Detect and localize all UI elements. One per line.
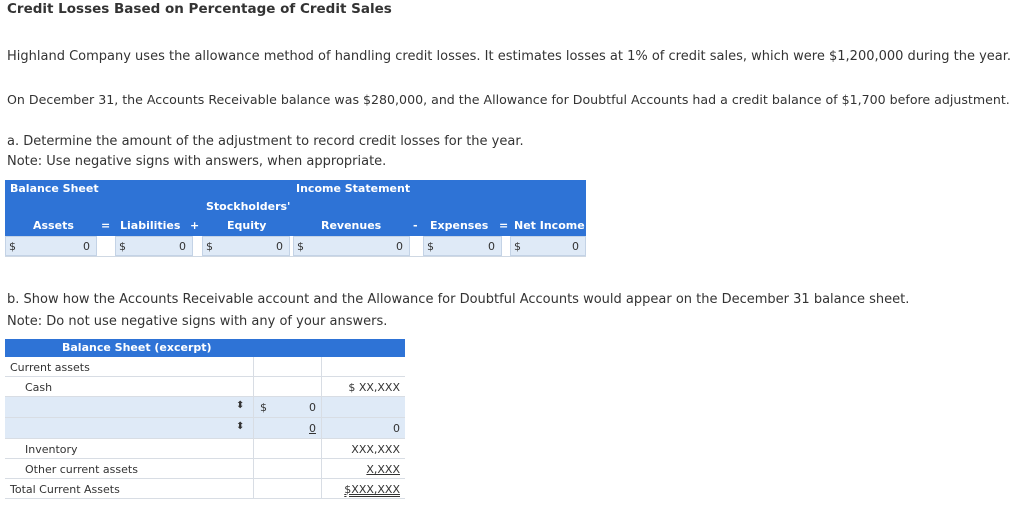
part-b-question: b. Show how the Accounts Receivable account and the Allowance for Doubtful Accounts would appear on the December 31 balance sheet. (7, 292, 910, 307)
table-row (5, 459, 405, 479)
intro-paragraph-1: Highland Company uses the allowance method of handling credit losses. It estimates losses at 1% of credit sales, which were $1,200,000 during the year. (7, 49, 1012, 64)
equals-sign: = (499, 219, 509, 232)
account-select-1[interactable] (10, 401, 230, 415)
part-a-question: a. Determine the amount of the adjustment to record credit losses for the year. (7, 134, 524, 149)
inventory-label: Inventory (25, 443, 78, 456)
allowance-input[interactable]: 0 (253, 418, 321, 438)
equity-input[interactable]: $ 0 (202, 236, 290, 256)
account-select-2[interactable] (10, 422, 230, 436)
accounts-receivable-row (5, 397, 405, 418)
other-current-assets-label: Other current assets (25, 463, 138, 476)
part-b-note: Note: Do not use negative signs with any of your answers. (7, 314, 388, 329)
net-receivable-input[interactable]: 0 (321, 418, 405, 438)
intro-paragraph-2: On December 31, the Accounts Receivable balance was $280,000, and the Allowance for Doubtful Accounts had a credit balance of $1,700 before adjustment. (7, 92, 1010, 107)
cash-label: Cash (25, 381, 53, 394)
equals-sign: = (101, 219, 111, 232)
stockholders-heading: Stockholders' (206, 200, 291, 213)
balance-sheet-excerpt-header (5, 339, 405, 357)
plus-sign: + (190, 219, 200, 232)
revenues-heading: Revenues (321, 219, 382, 232)
table-row (5, 439, 405, 459)
liabilities-heading: Liabilities (120, 219, 181, 232)
table-row (5, 479, 405, 499)
minus-sign: - (413, 219, 418, 232)
select-arrows-icon[interactable]: ⬍ (236, 400, 245, 411)
table-row (5, 357, 405, 377)
assets-input[interactable]: $ 0 (5, 236, 97, 256)
revenues-input[interactable]: $ 0 (293, 236, 410, 256)
current-assets-label: Current assets (10, 361, 90, 374)
other-current-assets-value: X,XXX (366, 463, 400, 476)
expenses-heading: Expenses (430, 219, 489, 232)
page-title: Credit Losses Based on Percentage of Credit Sales (7, 1, 392, 17)
total-current-assets-label: Total Current Assets (10, 483, 120, 496)
allowance-row (5, 418, 405, 439)
total-current-assets-value: $XXX,XXX (344, 483, 400, 496)
expenses-input[interactable]: $ 0 (423, 236, 502, 256)
financial-statement-header (5, 180, 586, 236)
select-arrows-icon[interactable]: ⬍ (236, 421, 245, 432)
net-income-heading: Net Income (514, 219, 585, 232)
table-row (5, 377, 405, 397)
inventory-value: XXX,XXX (351, 443, 400, 456)
assets-heading: Assets (33, 219, 74, 232)
adjustment-row (5, 236, 586, 257)
net-income-input[interactable]: $ 0 (510, 236, 586, 256)
receivable-input[interactable]: $ 0 (253, 397, 321, 417)
part-a-note: Note: Use negative signs with answers, when appropriate. (7, 154, 387, 169)
balance-sheet-excerpt-title: Balance Sheet (excerpt) (62, 341, 212, 354)
liabilities-input[interactable]: $ 0 (115, 236, 193, 256)
cash-value: $ XX,XXX (348, 381, 400, 394)
balance-sheet-heading: Balance Sheet (10, 182, 99, 195)
income-statement-heading: Income Statement (296, 182, 411, 195)
equity-heading: Equity (227, 219, 267, 232)
